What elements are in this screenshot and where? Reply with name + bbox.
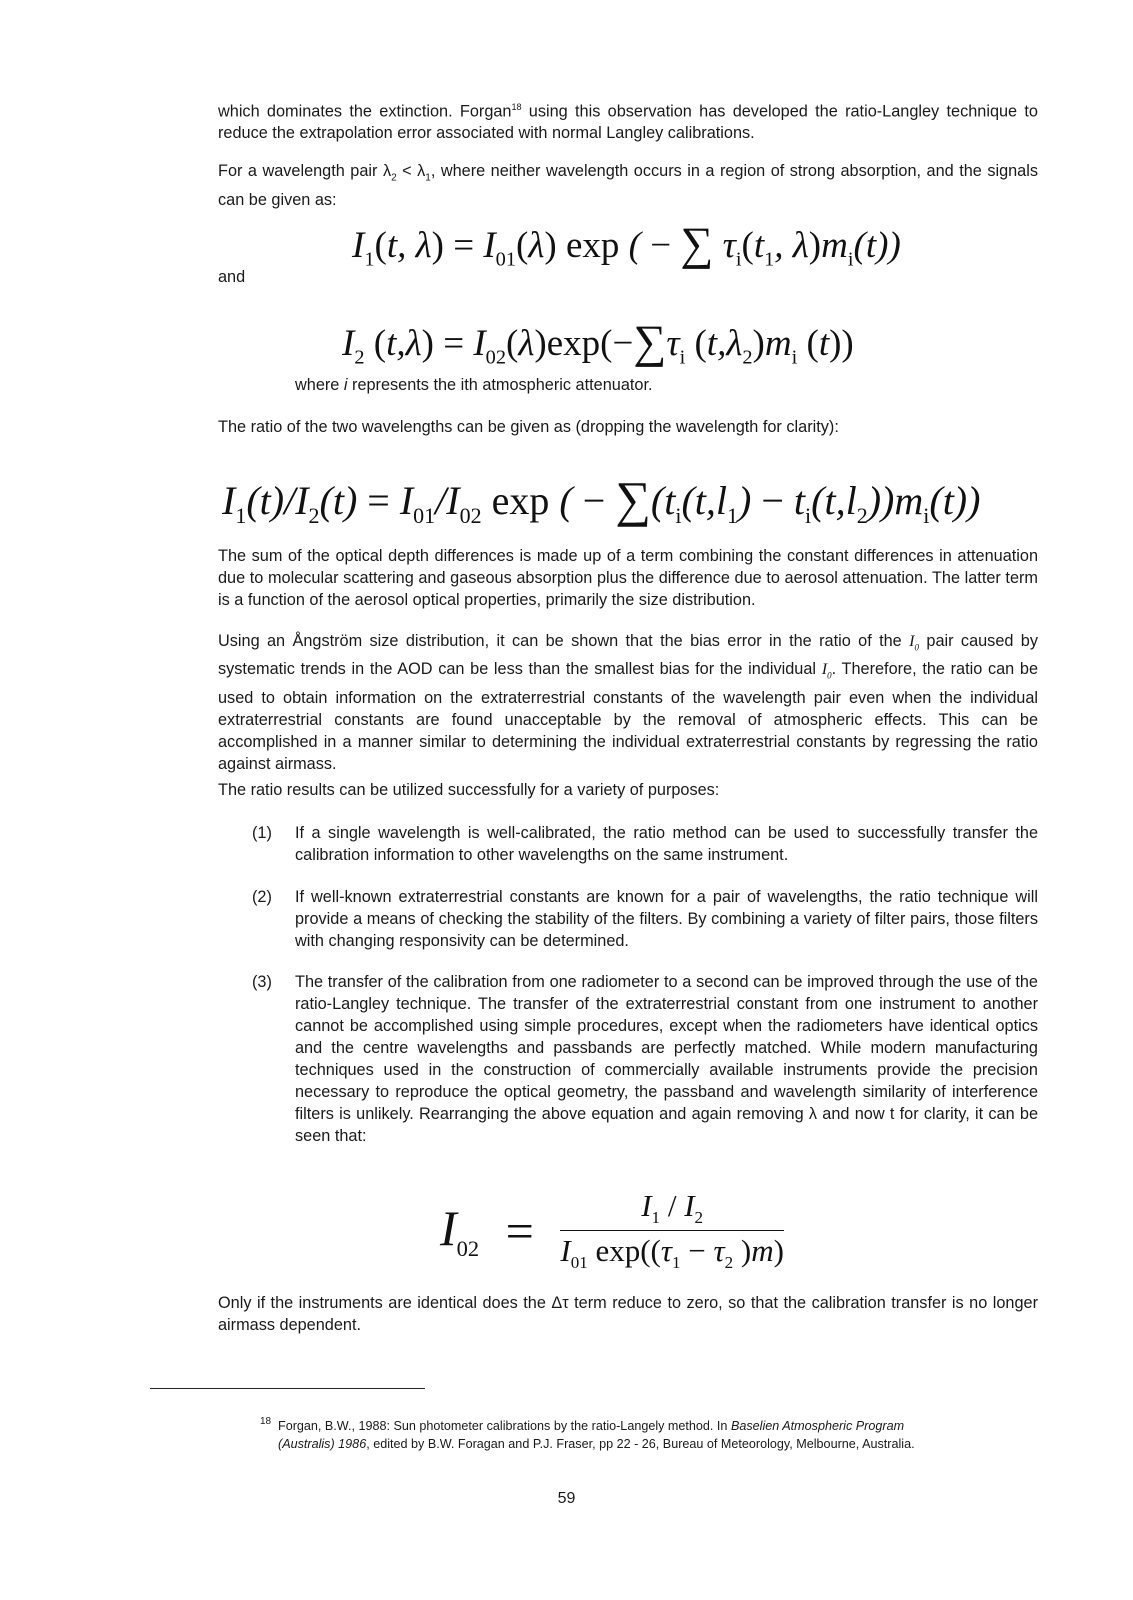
subscript: 2 — [391, 172, 397, 184]
subscript: 1 — [425, 172, 431, 184]
paragraph-wavelength-pair — [218, 160, 1038, 211]
footnote — [260, 1416, 958, 1453]
list-number: (2) — [252, 888, 272, 906]
footnote-divider — [150, 1388, 425, 1389]
equation-transfer: $I_{02}$ = $\frac{I_1 / I_2}{I_{01} \exp((\tau_1 - \tau_2 )m)}$ — [440, 1188, 784, 1273]
paragraph-where-i — [295, 374, 1038, 396]
list-item-text: If well-known extraterrestrial constants are known for a pair of wavelengths, the ratio technique will provide a means of checking the stability of the filters. By combining a variety of filter pairs, those filters with changing responsivity can be determined. — [295, 888, 1038, 950]
footnote-ref[interactable]: 18 — [511, 102, 522, 112]
text: pair caused by systematic trends in the AOD can be less than the smallest bias for the individual — [218, 632, 1038, 679]
text: which dominates the extinction. Forgan — [218, 102, 512, 121]
page-number: 59 — [557, 1490, 576, 1507]
list-item — [252, 971, 1038, 1147]
equation-signal-2: $I_2$ $(t,\lambda) = I_{02}(\lambda)\exp(-\sum\tau_i$ $(t,\lambda_2)m_i$ (t)) — [342, 317, 854, 369]
variable-I0: $I_0$ — [821, 659, 832, 681]
list-item — [252, 886, 1038, 952]
footnote-mark: 18 — [260, 1416, 272, 1427]
text: represents the ith atmospheric attenuator. — [347, 376, 653, 394]
list-item-text: If a single wavelength is well-calibrated, the ratio method can be used to successfully transfer the calibration information to other wavelengths on the same instrument. — [295, 824, 1038, 864]
footnote-text: Forgan, B.W., 1988: Sun photometer calibrations by the ratio-Langely method. In — [278, 1419, 731, 1433]
list-item — [252, 822, 1038, 866]
text: For a wavelength pair λ — [218, 162, 392, 180]
paragraph-results-intro: The ratio results can be utilized successfully for a variety of purposes: — [218, 781, 720, 799]
paragraph-forgan — [218, 96, 1038, 144]
text: < λ — [396, 162, 426, 180]
equation-ratio: $I_1(t)/I_2(t) = I_{01}/I_{02}$ exp ( − $\sum(t_i(t,l_1) - t_i(t,l_2))m_i(t)$) — [222, 471, 981, 528]
text: using this observation has developed the ratio-Langley technique to reduce the extrapolation error associated with normal Langley calibrations. — [218, 102, 1038, 143]
paragraph-conclusion: Only if the instruments are identical does the Δτ term reduce to zero, so that the calibration transfer is no longer airmass dependent. — [218, 1294, 1038, 1334]
variable-i: i — [343, 376, 348, 394]
equation-signal-1: $I_1(t$, $\lambda) = I_{01}(\lambda)$ exp ( − ∑ $\tau_i(t_1$, $\lambda)m_i(t)$) — [352, 219, 901, 271]
list-item-text: The transfer of the calibration from one radiometer to a second can be improved through the use of the ratio-Langley technique. The transfer of the extraterrestrial constant from one instrument to another cannot be accomplished using simple procedures, except when the radiometers have identical optics and the centre wavelengths and passbands are perfectly matched. While modern manufacturing techniques used in the construction of commercially available instruments provide the precision necessary to reproduce the optical geometry, the passband and wavelength similarity of interference filters is unlikely. Rearranging the above equation and again removing λ and now t for clarity, it can be seen that: — [295, 973, 1038, 1145]
list-number: (3) — [252, 973, 272, 991]
paragraph-angstrom — [218, 630, 1038, 775]
text: . Therefore, the ratio can be used to obtain information on the extraterrestrial constants of the wavelength pair even when the individual extraterrestrial constants are found unacceptable by the removal of atmospheric effects. This can be accomplished in a manner similar to determining the individual extraterrestrial constants by regressing the ratio against airmass. — [218, 660, 1039, 773]
paragraph-ratio-intro: The ratio of the two wavelengths can be given as (dropping the wavelength for clarity): — [218, 418, 839, 436]
text: , where neither wavelength occurs in a region of strong absorption, and the signals can be given as: — [218, 162, 1038, 210]
text: Using an Ångström size distribution, it can be shown that the bias error in the ratio of the — [218, 632, 910, 650]
paragraph-optical-depth: The sum of the optical depth differences is made up of a term combining the constant differences in attenuation due to molecular scattering and gaseous absorption plus the difference due to aerosol attenuation. The latter term is a function of the aerosol optical properties, primarily the size distribution. — [218, 547, 1038, 609]
text-and: and — [218, 268, 246, 286]
list-number: (1) — [252, 824, 272, 842]
variable-I0: $I_0$ — [909, 631, 920, 653]
footnote-text: , edited by B.W. Foragan and P.J. Fraser, pp 22 - 26, Bureau of Meteorology, Melbourne, Australia. — [366, 1437, 915, 1451]
footnote-italic-title: Baselien Atmospheric Program (Australis) 1986 — [278, 1419, 905, 1451]
text: where — [295, 376, 344, 394]
